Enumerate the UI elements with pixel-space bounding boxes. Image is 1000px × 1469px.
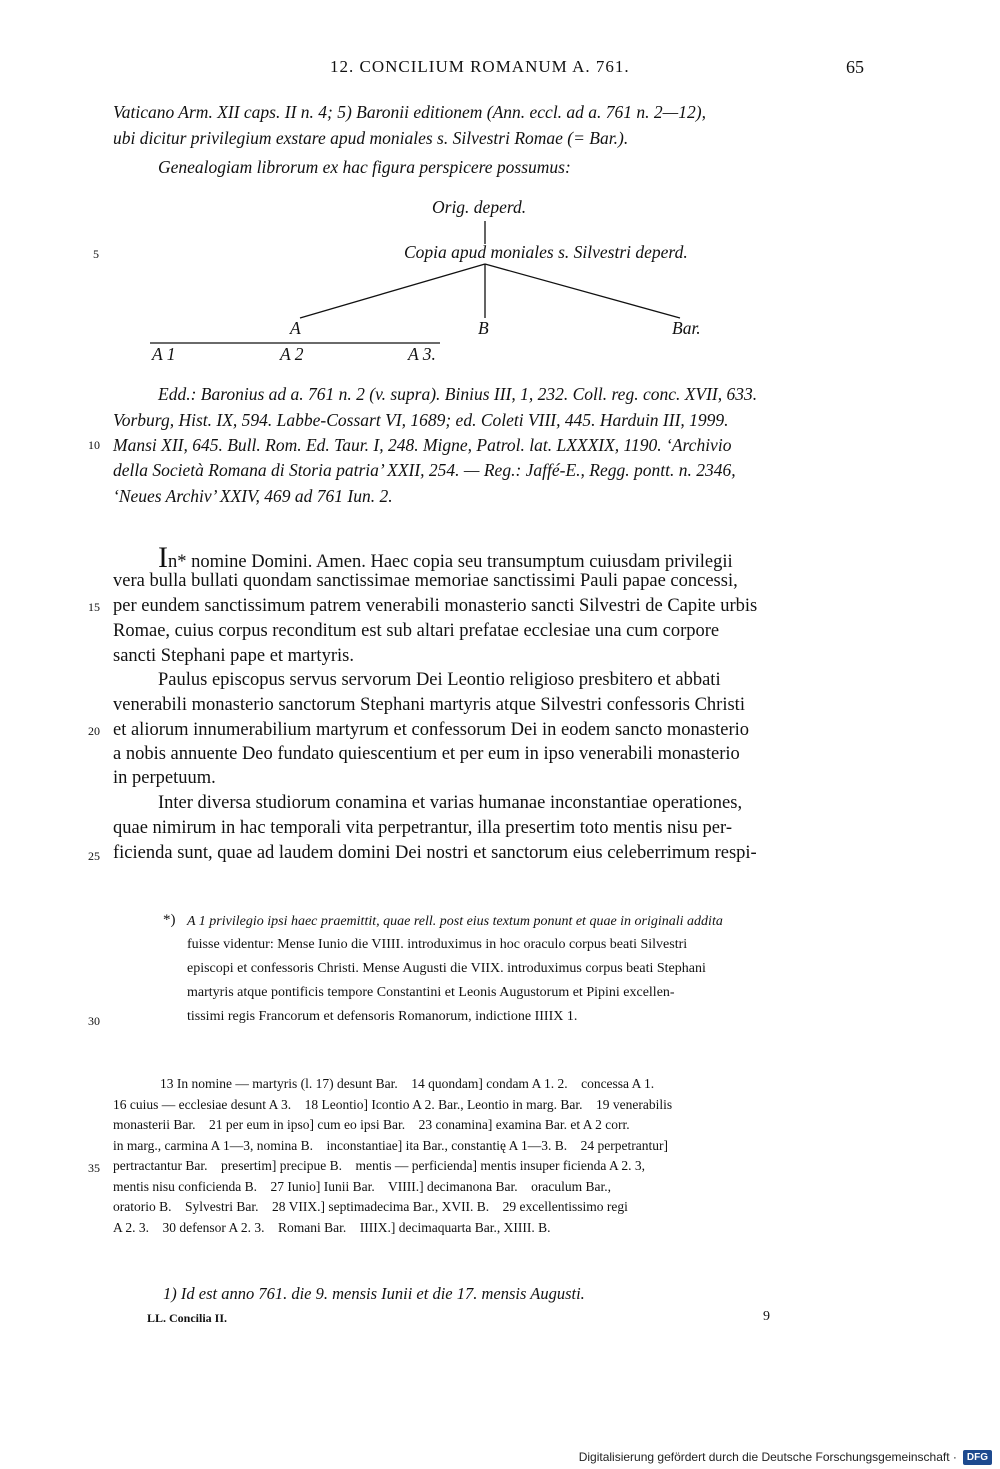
editions-line: Vorburg, Hist. IX, 594. Labbe-Cossart VI, 1689; ed. Coleti VIII, 445. Harduin III, 1999. (113, 410, 729, 430)
stemma-node-b: B (478, 318, 489, 338)
signature-mark: 9 (763, 1309, 770, 1324)
text-line: venerabili monasterio sanctorum Stephani martyris atque Silvestri confessoris Christi (113, 695, 745, 715)
text-line: ficienda sunt, quae ad laudem domini Dei nostri et sanctorum eius celeberrimum respi- (113, 843, 757, 863)
text-first-line (158, 543, 733, 573)
signature-left: LL. Concilia II. (147, 1311, 228, 1325)
text-line: in perpetuum. (113, 768, 216, 788)
intro-line: Vaticano Arm. XII caps. II n. 4; 5) Baronii editionem (Ann. eccl. ad a. 761 n. 2—12), (113, 102, 706, 122)
intro-line: Genealogiam librorum ex hac figura perspicere possumus: (158, 157, 571, 177)
text-line: Inter diversa studiorum conamina et varias humanae inconstantiae operationes, (158, 793, 743, 813)
line-number: 35 (88, 1161, 100, 1175)
stemma-orig: Orig. deperd. (432, 197, 527, 217)
stemma-node-bar: Bar. (672, 318, 701, 338)
editions-line: Edd.: Baronius ad a. 761 n. 2 (v. supra). Binius III, 1, 232. Coll. reg. conc. XVII, 633. (158, 384, 758, 404)
page-number: 65 (846, 57, 864, 77)
apparatus-line: 16 cuius — ecclesiae desunt A 3. 18 Leontio] Icontio A 2. Bar., Leontio in marg. Bar. 19 venerabilis (113, 1097, 673, 1112)
line-number: 25 (88, 849, 100, 863)
digitization-credit: Digitalisierung gefördert durch die Deutsche Forschungsgemeinschaft · (578, 1450, 957, 1464)
text-line: per eundem sanctissimum patrem venerabili monasterio sancti Silvestri de Capite urbis (113, 596, 758, 616)
editions-line: ‘Neues Archiv’ XXIV, 469 ad 761 Iun. 2. (113, 486, 393, 506)
footnote-line: martyris atque pontificis tempore Constantini et Leonis Augustorum et Pipini excellen- (187, 985, 675, 1000)
text-line: et aliorum innumerabilium martyrum et confessorum Dei in eodem sancto monasterio (113, 720, 750, 740)
apparatus-line: pertractantur Bar. presertim] precipue B. mentis — perficienda] mentis insuper ficienda A 2. 3, (113, 1158, 645, 1173)
stemma-node-a2: A 2 (280, 344, 304, 364)
text-line: Paulus episcopus servus servorum Dei Leontio religioso presbitero et abbati (158, 670, 721, 690)
running-title: 12. CONCILIUM ROMANUM A. 761. (330, 57, 630, 76)
line-number: 5 (93, 247, 99, 261)
apparatus-line: monasterii Bar. 21 per eum in ipso] cum eo ipsi Bar. 23 conamina] examina Bar. et A 2 corr. (113, 1117, 630, 1132)
footnote-line: tissimi regis Francorum et defensoris Romanorum, indictione IIIIX 1. (187, 1009, 578, 1024)
dfg-logo: DFG (963, 1450, 992, 1465)
initial-letter: I (158, 541, 168, 574)
digitization-footer (579, 1445, 1000, 1469)
editions-line: Mansi XII, 645. Bull. Rom. Ed. Taur. I, 248. Migne, Patrol. lat. LXXXIX, 1190. ‘Archivio (113, 435, 732, 455)
stemma-node-a1: A 1 (152, 344, 176, 364)
line-number: 20 (88, 724, 100, 738)
text-line: a nobis annuente Deo fundato quiescentium et per eum in ipso venerabili monasterio (113, 744, 740, 764)
line-number: 15 (88, 600, 100, 614)
footnote-1: 1) Id est anno 761. die 9. mensis Iunii et die 17. mensis Augusti. (163, 1284, 585, 1303)
line-number: 30 (88, 1014, 100, 1028)
stemma-node-a: A (290, 318, 301, 338)
apparatus-line: mentis nisu conficienda B. 27 Iunio] Iunii Bar. VIIII.] decimanona Bar. oraculum Bar., (113, 1179, 612, 1194)
editions-line: della Società Romana di Storia patria’ XXII, 254. — Reg.: Jaffé-E., Regg. pontt. n. 2346, (113, 460, 736, 480)
apparatus-line: in marg., carmina A 1—3, nomina B. inconstantiae] ita Bar., constantię A 1—3. B. 24 perpetrantur] (113, 1138, 669, 1153)
stemma-node-a3: A 3. (408, 344, 436, 364)
footnote-line: episcopi et confessoris Christi. Mense Augusti die VIIX. introduximus corpus beati Stephani (187, 961, 706, 976)
apparatus-line: oratorio B. Sylvestri Bar. 28 VIIX.] septimadecima Bar., XVII. B. 29 excellentissimo regi (113, 1199, 628, 1214)
stemma-copia: Copia apud moniales s. Silvestri deperd. (404, 242, 688, 262)
footnote-mark: *) (163, 912, 176, 928)
line-number: 10 (88, 438, 100, 452)
stemma-lines (0, 0, 1000, 380)
text-line: quae nimirum in hac temporali vita perpetrantur, illa presertim toto mentis nisu per- (113, 818, 732, 838)
footnote-line: fuisse videntur: Mense Iunio die VIIII. introduximus in hoc oraculo corpus beati Silvestri (187, 937, 688, 952)
text-line: sancti Stephani pape et martyris. (113, 646, 354, 666)
text-line: vera bulla bullati quondam sanctissimae memoriae sanctissimi Pauli papae concessi, (113, 571, 738, 591)
apparatus-line: 13 In nomine — martyris (l. 17) desunt Bar. 14 quondam] condam A 1. 2. concessa A 1. (160, 1076, 655, 1091)
text-line: Romae, cuius corpus reconditum est sub altari prefatae ecclesiae una cum corpore (113, 621, 720, 641)
intro-line: ubi dicitur privilegium exstare apud moniales s. Silvestri Romae (= Bar.). (113, 128, 629, 148)
footnote-line: A 1 privilegio ipsi haec praemittit, quae rell. post eius textum ponunt et quae in originali addita (187, 914, 723, 929)
apparatus-line: A 2. 3. 30 defensor A 2. 3. Romani Bar. IIIIX.] decimaquarta Bar., XIIII. B. (113, 1220, 551, 1235)
text-first-rest: n* nomine Domini. Amen. Haec copia seu transumptum cuiusdam privilegii (168, 552, 733, 572)
